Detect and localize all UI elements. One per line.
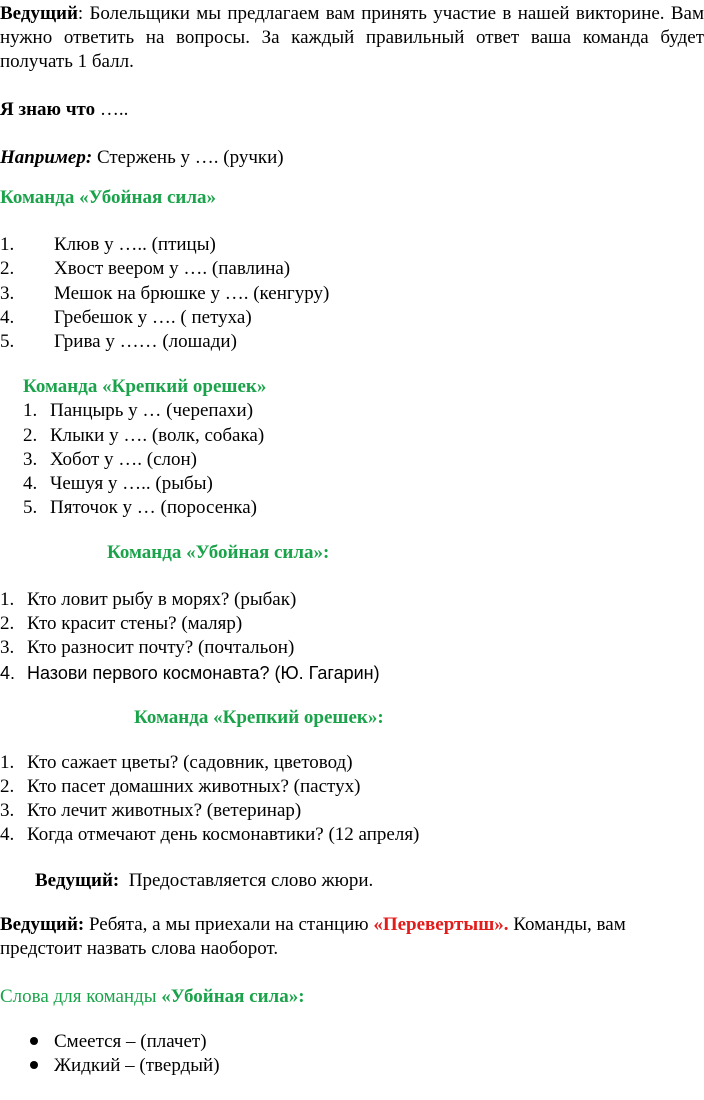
list-item-number: 4.: [0, 824, 15, 845]
words-label: Слова для команды: [0, 986, 162, 1007]
jury-text: Предоставляется слово жюри.: [119, 870, 374, 891]
list-item: Чешуя у ….. (рыбы): [50, 473, 213, 494]
station-paragraph: [0, 913, 704, 961]
example-label: Например:: [0, 147, 93, 168]
jury-speaker: Ведущий:: [35, 870, 120, 891]
list-item-number: 2.: [23, 425, 38, 446]
list-item-number: 2.: [0, 613, 15, 634]
list-item: Кто разносит почту? (почтальон): [27, 637, 295, 658]
list-item: Гребешок у …. ( петуха): [54, 307, 252, 328]
list-item-number: 5.: [23, 497, 38, 518]
list-item: Хобот у …. (слон): [50, 449, 197, 470]
list-item: Панцырь у … (черепахи): [50, 400, 254, 421]
list-item-number: 2.: [0, 776, 15, 797]
iknow-label: Я знаю что: [0, 99, 96, 120]
intro-colon: :: [77, 3, 84, 24]
list-item: Пяточок у … (поросенка): [50, 497, 257, 518]
words-team: «Убойная сила»:: [161, 986, 305, 1007]
list-item-number: 4.: [23, 473, 38, 494]
list-item-number: 1.: [0, 589, 15, 610]
bullet-icon: [30, 1061, 38, 1069]
iknow-line: [0, 98, 704, 122]
list-item-number: 4.: [0, 307, 15, 328]
list-item-number: 1.: [23, 400, 38, 421]
list-item-number: 3.: [23, 449, 38, 470]
jury-line: [35, 869, 695, 893]
intro-paragraph: [0, 2, 704, 74]
list-item-number: 3.: [0, 637, 15, 658]
intro-text: Болельщики мы предлагаем вам принять участие в нашей викторине. Вам нужно ответить на вопросы. За каждый правильный ответ ваша команда будет получать 1 балл.: [0, 3, 704, 72]
list-item: Клыки у …. (волк, собака): [50, 425, 265, 446]
example-text: Стержень у …. (ручки): [92, 147, 284, 168]
intro-speaker: Ведущий: [0, 3, 78, 24]
section2-title: Команда «Крепкий орешек»: [23, 376, 267, 397]
list-item: Смеется – (плачет): [54, 1031, 207, 1052]
words-heading: [0, 985, 704, 1009]
list-item: Кто сажает цветы? (садовник, цветовод): [27, 752, 353, 773]
list-item: Кто красит стены? (маляр): [27, 613, 243, 634]
station-speaker: Ведущий:: [0, 914, 85, 935]
bullet-icon: [30, 1037, 38, 1045]
iknow-dots: …..: [95, 99, 129, 120]
list-item-number: 3.: [0, 283, 15, 304]
list-item-number: 4.: [0, 663, 16, 683]
list-item: Жидкий – (твердый): [54, 1055, 220, 1076]
list-item: Мешок на брюшке у …. (кенгуру): [54, 283, 330, 304]
list-item-number: 2.: [0, 258, 15, 279]
list-item-number: 1.: [0, 234, 15, 255]
station-name: «Перевертыш».: [373, 914, 509, 935]
section1-title: Команда «Убойная сила»: [0, 187, 217, 208]
list-item: Когда отмечают день космонавтики? (12 апреля): [27, 824, 420, 845]
list-item: Кто лечит животных? (ветеринар): [27, 800, 302, 821]
list-item-number: 5.: [0, 331, 15, 352]
list-item-number: 1.: [0, 752, 15, 773]
list-item: Кто ловит рыбу в морях? (рыбак): [27, 589, 297, 610]
station-text-2: Команды, вам предстоит назвать слова наоборот.: [0, 914, 626, 959]
list-item: Грива у …… (лошади): [54, 331, 237, 352]
station-text-1: Ребята, а мы приехали на станцию: [84, 914, 374, 935]
list-item: Назови первого космонавта? (Ю. Гагарин): [27, 663, 380, 683]
list-item: Клюв у ….. (птицы): [54, 234, 216, 255]
list-item: Кто пасет домашних животных? (пастух): [27, 776, 361, 797]
list-item: Хвост веером у …. (павлина): [54, 258, 291, 279]
section3-title: Команда «Убойная сила»:: [107, 542, 330, 563]
list-item-number: 3.: [0, 800, 15, 821]
section4-title: Команда «Крепкий орешек»:: [134, 707, 384, 728]
example-line: [0, 146, 704, 170]
